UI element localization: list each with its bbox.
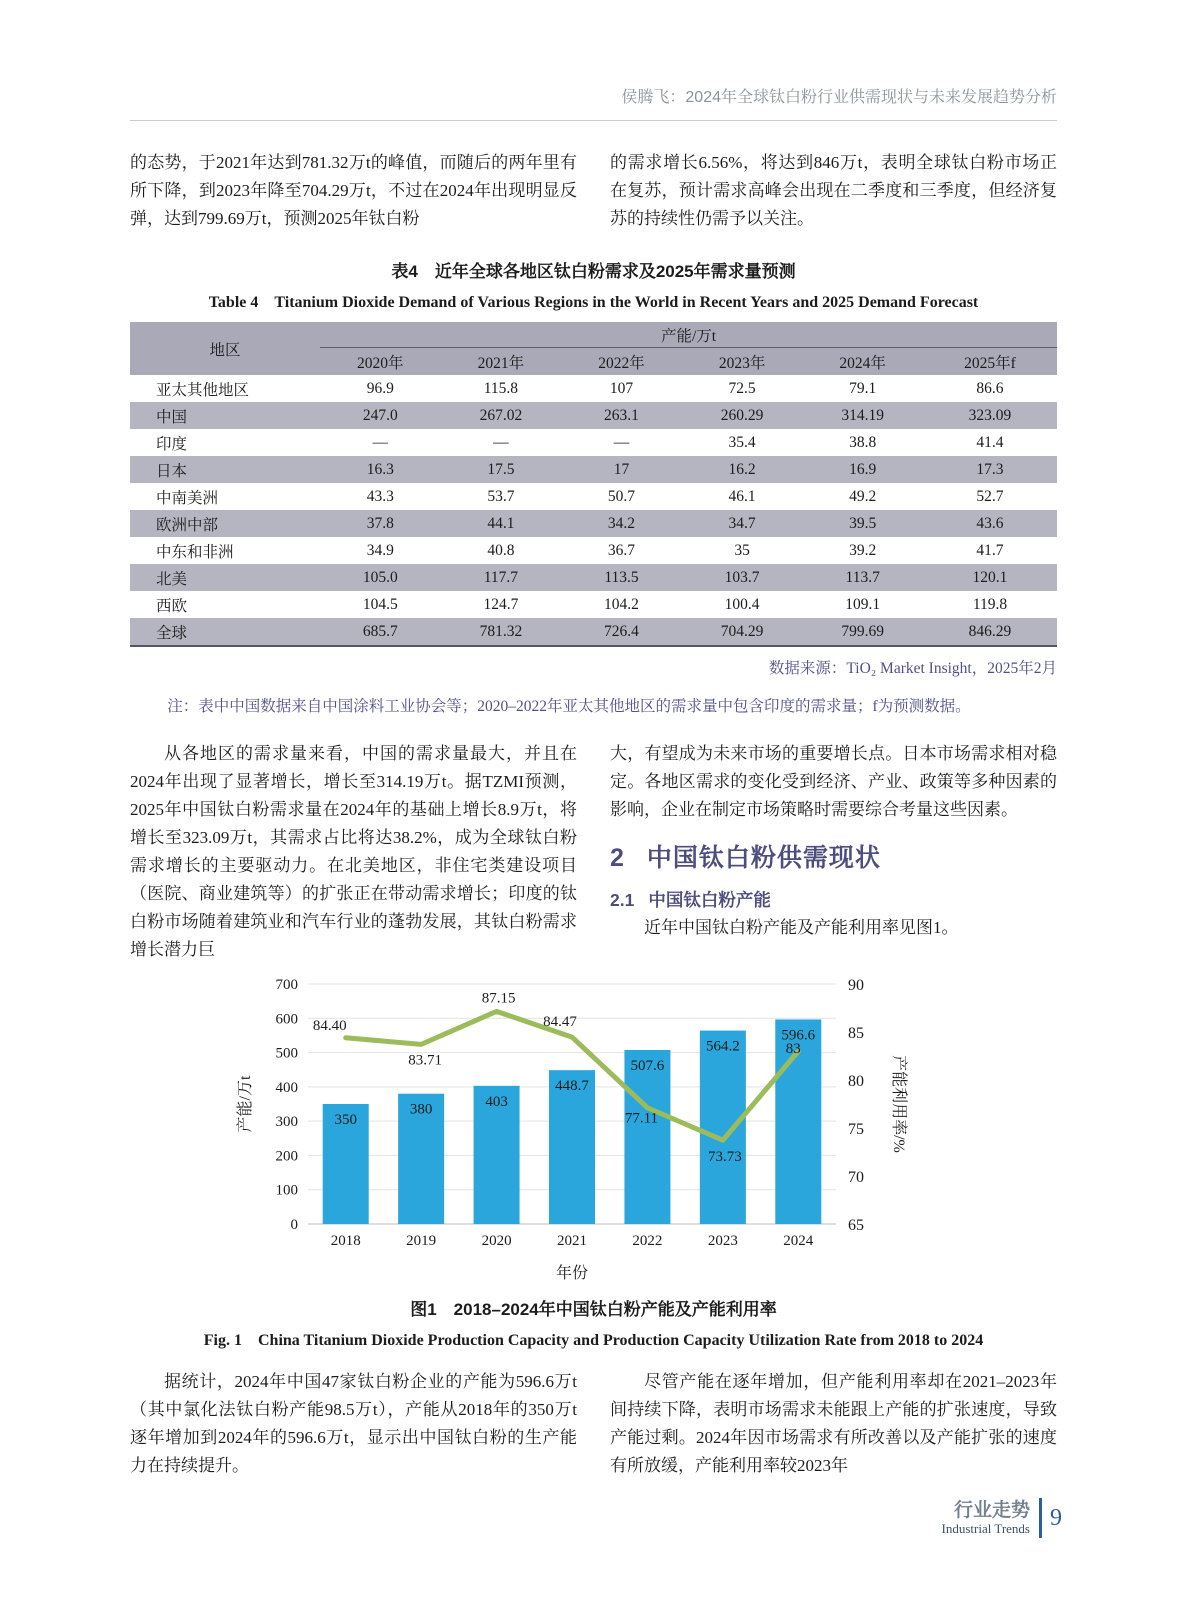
value-cell: 39.5: [802, 510, 923, 537]
left-axis-tick: 0: [290, 1216, 298, 1233]
x-axis-tick: 2018: [330, 1232, 361, 1249]
value-cell: 267.02: [441, 402, 562, 429]
table-source: 数据来源：TiO₂ Market Insight，2025年2月: [768, 660, 1057, 677]
bar-value-label: 596.6: [781, 1026, 816, 1043]
value-cell: 43.6: [923, 510, 1057, 537]
value-cell: 40.8: [487, 541, 515, 559]
value-cell: 52.7: [976, 487, 1004, 505]
value-cell: 44.1: [441, 510, 562, 537]
value-cell: 726.4: [561, 618, 682, 646]
intro-paragraphs: [130, 149, 1057, 233]
left-axis-tick: 400: [275, 1079, 298, 1096]
value-cell: 17.3: [923, 456, 1057, 483]
column-header-year: 2022年: [561, 348, 682, 376]
value-cell: —: [613, 433, 630, 451]
region-cell: 印度: [156, 435, 188, 453]
x-axis-tick: 2023: [707, 1232, 738, 1249]
table-row: [130, 537, 1057, 564]
value-cell: 16.9: [802, 456, 923, 483]
left-axis-tick: 100: [275, 1182, 298, 1199]
value-cell: 100.4: [724, 595, 760, 613]
value-cell: 314.19: [802, 402, 923, 429]
capacity-bar: [700, 1030, 746, 1223]
table-row: [130, 564, 1057, 591]
value-cell: 109.1: [845, 595, 881, 613]
value-cell: 124.7: [483, 595, 519, 613]
demand-table-body: [130, 375, 1057, 646]
value-cell: 38.8: [849, 433, 877, 451]
intro-right-column: [610, 149, 1057, 233]
right-axis-tick: 85: [848, 1024, 864, 1042]
left-axis-tick: 600: [275, 1010, 298, 1027]
table-title-zh: 表4 近年全球各地区钛白粉需求及2025年需求量预测: [391, 262, 796, 281]
value-cell: —: [372, 433, 389, 451]
value-cell: 34.7: [682, 510, 803, 537]
value-cell: 104.5: [362, 595, 398, 613]
value-cell: 49.2: [849, 487, 877, 505]
value-cell: 86.6: [976, 379, 1004, 397]
line-value-label: 83.71: [408, 1051, 443, 1068]
footer-labels: [942, 1501, 1030, 1536]
table4-block: [130, 257, 1057, 720]
paragraph: 大，有望成为未来市场的重要增长点。日本市场需求相对稳定。各地区需求的变化受到经济、产业、政策等多种因素的影响，企业在制定市场策略时需要综合考量这些因素。: [610, 743, 1057, 819]
right-axis-tick: 90: [848, 976, 864, 994]
value-cell: 113.7: [802, 564, 923, 591]
section-2-heading: [610, 844, 1057, 872]
region-cell: 中国: [130, 402, 320, 429]
section-2-title: 中国钛白粉供需现状: [646, 843, 881, 872]
table-row: [130, 429, 1057, 456]
value-cell: 107: [609, 379, 634, 397]
value-cell: 17: [561, 456, 682, 483]
value-cell: 96.9: [366, 379, 394, 397]
value-cell: 685.7: [320, 618, 441, 646]
value-cell: 103.7: [682, 564, 803, 591]
paragraph: 近年中国钛白粉产能及产能利用率见图1。: [644, 917, 959, 937]
table-note: 注：表中中国数据来自中国涂料工业协会等；2020–2022年亚太其他地区的需求量中包含印度的需求量；f为预测数据。: [167, 697, 971, 715]
column-header-year: 2023年: [682, 348, 803, 376]
value-cell: 247.0: [320, 402, 441, 429]
value-cell: 113.5: [561, 564, 682, 591]
table-row: [130, 591, 1057, 618]
value-cell: 263.1: [561, 402, 682, 429]
value-cell: 53.7: [487, 487, 515, 505]
x-axis-title: 年份: [555, 1264, 589, 1282]
figure-caption-en: Fig. 1 China Titanium Dioxide Production Capacity and Production Capacity Utilization Rate from 2018 to 2024: [203, 1331, 984, 1349]
value-cell: 34.9: [366, 541, 394, 559]
value-cell: 781.32: [441, 618, 562, 646]
bar-value-label: 350: [334, 1111, 357, 1128]
region-cell: 日本: [130, 456, 320, 483]
demand-table-head: [130, 322, 1057, 375]
bar-value-label: 564.2: [705, 1038, 740, 1055]
section-2-1-heading: [610, 886, 1057, 914]
region-cell: 亚太其他地区: [156, 381, 250, 399]
x-axis-tick: 2024: [783, 1232, 814, 1249]
value-cell: 799.69: [802, 618, 923, 646]
value-cell: 35: [734, 541, 750, 559]
page-number: 9: [1050, 1504, 1062, 1531]
right-axis-tick: 70: [848, 1168, 864, 1186]
bar-value-label: 380: [409, 1101, 433, 1118]
region-cell: 全球: [130, 618, 320, 646]
line-value-label: 84.47: [543, 1013, 577, 1030]
value-cell: 104.2: [604, 595, 639, 613]
region-cell: 北美: [130, 564, 320, 591]
line-value-label: 83: [785, 1040, 801, 1057]
value-cell: 50.7: [607, 487, 636, 505]
x-axis-tick: 2019: [406, 1232, 437, 1249]
x-axis-tick: 2021: [557, 1232, 587, 1249]
value-cell: 34.2: [561, 510, 682, 537]
value-cell: 120.1: [923, 564, 1057, 591]
figure-caption-zh: 图1 2018–2024年中国钛白粉产能及产能利用率: [410, 1299, 777, 1319]
table-row: [130, 402, 1057, 429]
bottom-paragraphs: [130, 1368, 1057, 1480]
body-right-column: [610, 740, 1057, 964]
footer-label-en: Industrial Trends: [941, 1520, 1030, 1536]
capacity-bar: [624, 1049, 670, 1223]
column-header-year: 2024年: [802, 348, 923, 376]
bottom-right-column: [610, 1368, 1057, 1480]
value-cell: 39.2: [849, 541, 877, 559]
region-cell: 中东和非洲: [156, 543, 234, 561]
paragraph: 尽管产能在逐年增加，但产能利用率却在2021–2023年间持续下降，表明市场需求未能跟上产能的扩张速度，导致产能过剩。2024年因市场需求有所改善以及产能扩张的速度有所放缓，产能利用率较2023年: [610, 1371, 1057, 1475]
value-cell: 72.5: [728, 379, 756, 397]
section-2-1-title: 中国钛白粉产能: [648, 889, 771, 910]
column-group-header: 产能/万t: [320, 322, 1057, 348]
value-cell: 37.8: [320, 510, 441, 537]
line-value-label: 77.11: [624, 1110, 659, 1127]
running-header: 侯腾飞：2024年全球钛白粉行业供需现状与未来发展趋势分析: [130, 0, 1057, 121]
figure1-chart-wrap: [230, 972, 910, 1289]
value-cell: 41.7: [976, 541, 1004, 559]
value-cell: 17.5: [441, 456, 562, 483]
paragraph: 的需求增长6.56%，将达到846万t，表明全球钛白粉市场正在复苏，预计需求高峰会出现在二季度和三季度，但经济复苏的持续性仍需予以关注。: [610, 153, 1057, 228]
right-axis-tick: 65: [848, 1216, 864, 1234]
value-cell: —: [493, 433, 509, 451]
column-header-region: 地区: [130, 322, 320, 375]
value-cell: 36.7: [607, 541, 636, 559]
intro-left-column: [130, 149, 577, 233]
footer-divider: [1039, 1498, 1042, 1538]
region-cell: 西欧: [156, 597, 188, 615]
capacity-utilization-chart: [230, 972, 910, 1284]
demand-table: [130, 322, 1057, 647]
table-title-en: Table 4 Titanium Dioxide Demand of Various Regions in the World in Recent Years and 2025 Demand Forecast: [208, 294, 979, 311]
table-row: [130, 510, 1057, 537]
value-cell: 105.0: [320, 564, 441, 591]
value-cell: 119.8: [972, 595, 1008, 613]
line-value-label: 87.15: [481, 989, 516, 1006]
bar-value-label: 403: [485, 1093, 508, 1110]
page-footer: [942, 1498, 1062, 1538]
value-cell: 41.4: [976, 433, 1004, 451]
left-axis-tick: 200: [275, 1147, 298, 1164]
value-cell: 79.1: [849, 379, 877, 397]
value-cell: 115.8: [483, 379, 519, 397]
right-axis-tick: 80: [848, 1072, 864, 1090]
region-cell: 中南美洲: [156, 489, 219, 507]
section-2-1-number: 2.1: [610, 889, 635, 910]
table-row: [130, 483, 1057, 510]
paragraph: 从各地区的需求量来看，中国的需求量最大，并且在2024年出现了显著增长，增长至314.19万t。据TZMI预测，2025年中国钛白粉需求量在2024年的基础上增长8.9万t，将增长至323.09万t，其需求占比将达38.2%，成为全球钛白粉需求增长的主要驱动力。在北美地区，非住宅类建设项目（医院、商业建筑等）的扩张正在带动需求增长；印度的钛白粉市场随着建筑业和汽车行业的蓬勃发展，其钛白粉需求增长潜力巨: [130, 743, 577, 959]
right-axis-title: 产能利用率/%: [890, 1054, 907, 1153]
column-header-year: 2025年f: [923, 348, 1057, 376]
table-row: [130, 618, 1057, 646]
line-value-label: 84.40: [312, 1017, 347, 1034]
x-axis-tick: 2022: [632, 1232, 663, 1249]
value-cell: 46.1: [728, 487, 756, 505]
value-cell: 43.3: [366, 487, 394, 505]
value-cell: 117.7: [441, 564, 562, 591]
section-2-number: 2: [610, 843, 625, 872]
value-cell: 35.4: [728, 433, 756, 451]
bottom-left-column: [130, 1368, 577, 1480]
left-axis-tick: 500: [275, 1045, 298, 1062]
bar-value-label: 507.6: [630, 1057, 665, 1074]
paragraph: 据统计，2024年中国47家钛白粉企业的产能为596.6万t（其中氯化法钛白粉产能98.5万t），产能从2018年的350万t逐年增加到2024年的596.6万t，显示出中国钛白粉的生产能力在持续提升。: [130, 1371, 577, 1475]
bar-value-label: 448.7: [555, 1077, 589, 1094]
value-cell: 704.29: [682, 618, 803, 646]
region-cell: 欧洲中部: [130, 510, 320, 537]
value-cell: 16.3: [320, 456, 441, 483]
line-value-label: 73.73: [707, 1148, 742, 1165]
value-cell: 846.29: [923, 618, 1057, 646]
column-header-year: 2021年: [441, 348, 562, 376]
table-row: [130, 456, 1057, 483]
body-left-column: [130, 740, 577, 964]
left-axis-tick: 700: [275, 976, 298, 993]
left-axis-tick: 300: [275, 1113, 298, 1130]
value-cell: 323.09: [923, 402, 1057, 429]
right-axis-tick: 75: [848, 1120, 864, 1138]
footer-label-zh: 行业走势: [953, 1499, 1030, 1521]
body-paragraphs: [130, 740, 1057, 964]
left-axis-title: 产能/万t: [237, 1075, 254, 1132]
column-header-year: 2020年: [320, 348, 441, 376]
value-cell: 260.29: [682, 402, 803, 429]
x-axis-tick: 2020: [481, 1232, 512, 1249]
table-row: [130, 375, 1057, 402]
value-cell: 16.2: [682, 456, 803, 483]
paragraph: 的态势，于2021年达到781.32万t的峰值，而随后的两年里有所下降，到2023年降至704.29万t，不过在2024年出现明显反弹，达到799.69万t，预测2025年钛白粉: [130, 153, 577, 228]
